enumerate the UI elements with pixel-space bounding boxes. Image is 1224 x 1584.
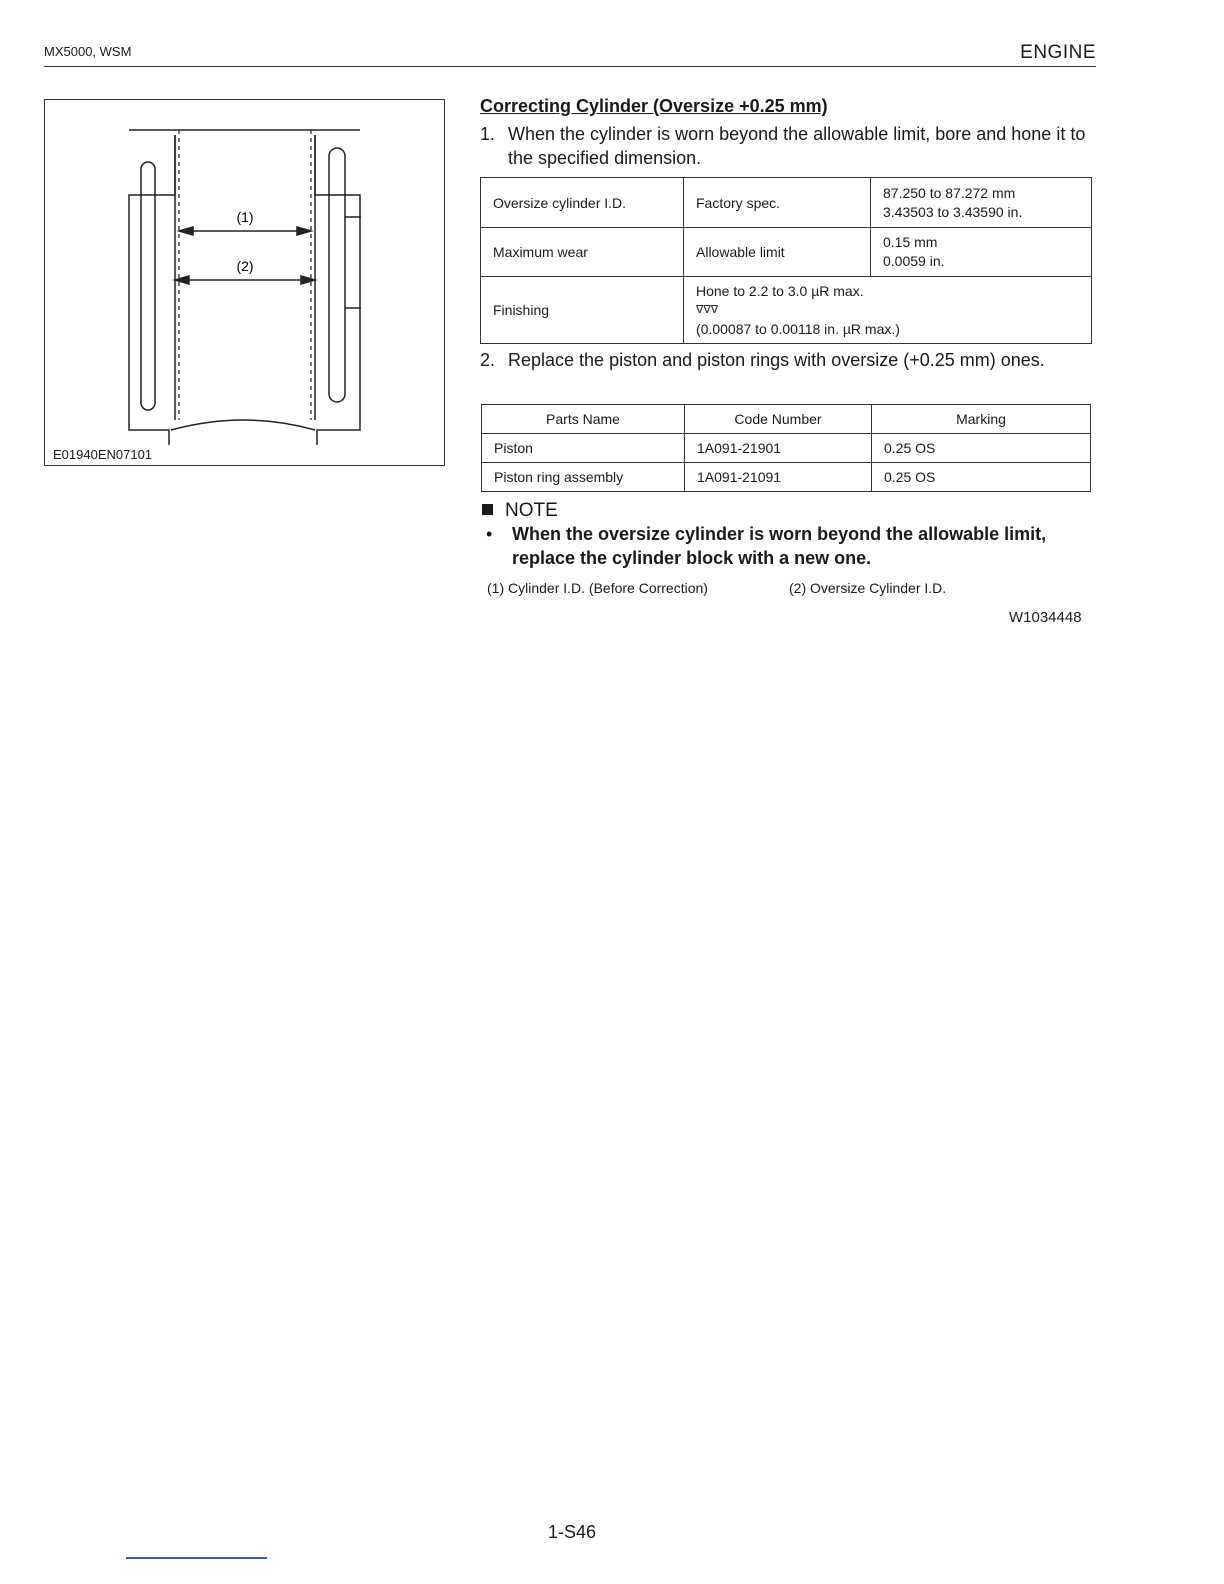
legend-item-2: (2) Oversize Cylinder I.D.	[789, 580, 947, 596]
step-1	[480, 122, 1098, 170]
spec-value	[871, 178, 1092, 228]
spec-value-mm: 87.250 to 87.272 mm	[883, 184, 1016, 201]
figure-caption: E01940EN07101	[53, 447, 153, 462]
table-row	[482, 434, 1091, 463]
header-rule	[44, 66, 1096, 67]
spec-value	[871, 228, 1092, 277]
parts-cell: 0.25 OS	[872, 463, 1091, 492]
table-row	[482, 463, 1091, 492]
bottom-divider	[126, 1557, 267, 1559]
parts-table	[481, 404, 1091, 492]
spec-row	[481, 228, 1092, 277]
note-bullet: •	[486, 524, 493, 544]
parts-cell: Piston ring assembly	[482, 463, 685, 492]
cylinder-figure	[44, 99, 445, 466]
spec-type: Factory spec.	[684, 178, 871, 228]
page-number: 1-S46	[548, 1522, 597, 1542]
note-heading	[482, 500, 558, 522]
spec-item: Oversize cylinder I.D.	[481, 178, 684, 228]
finishing-line: (0.00087 to 0.00118 in. µR max.)	[696, 320, 900, 337]
step-2-number: 2.	[480, 350, 496, 370]
spec-row	[481, 277, 1092, 344]
finishing-symbol: ∇∇∇	[696, 303, 719, 316]
right-water-jacket	[329, 148, 345, 402]
spec-type: Allowable limit	[684, 228, 871, 277]
spec-value-in: 0.0059 in.	[883, 253, 945, 269]
note-body	[486, 522, 1100, 570]
note-square-icon	[482, 504, 493, 515]
spec-finishing-value	[684, 277, 1092, 344]
cylinder-right-wall	[315, 135, 360, 445]
cylinder-bottom-curve	[171, 420, 315, 430]
spec-table	[480, 177, 1092, 344]
spec-row	[481, 178, 1092, 228]
document-code: W1034448	[1009, 609, 1082, 626]
section-title: Correcting Cylinder (Oversize +0.25 mm)	[480, 96, 828, 116]
figure-label-1: (1)	[236, 209, 254, 225]
parts-header-cell: Marking	[872, 405, 1091, 434]
note-text: When the oversize cylinder is worn beyond the allowable limit, replace the cylinder block with a new one.	[512, 524, 1047, 568]
cylinder-diagram	[45, 100, 446, 467]
spec-item: Finishing	[481, 277, 684, 344]
step-2	[480, 348, 1098, 372]
parts-header-cell: Parts Name	[482, 405, 685, 434]
legend-item-1: (1) Cylinder I.D. (Before Correction)	[487, 580, 708, 596]
spec-value-in: 3.43503 to 3.43590 in.	[883, 203, 1023, 220]
step-1-number: 1.	[480, 124, 496, 144]
left-water-jacket	[141, 162, 155, 410]
spec-value-mm: 0.15 mm	[883, 234, 938, 250]
parts-cell: 0.25 OS	[872, 434, 1091, 463]
parts-cell: 1A091-21091	[685, 463, 872, 492]
spec-item: Maximum wear	[481, 228, 684, 277]
figure-label-2: (2)	[236, 258, 254, 274]
parts-header-cell: Code Number	[685, 405, 872, 434]
parts-header-row	[482, 405, 1091, 434]
parts-cell: Piston	[482, 434, 685, 463]
step-2-text: Replace the piston and piston rings with oversize (+0.25 mm) ones.	[508, 350, 1045, 370]
note-heading-text: NOTE	[505, 500, 558, 521]
header-model: MX5000, WSM	[44, 44, 132, 59]
cylinder-left-wall	[129, 135, 175, 445]
finishing-line: Hone to 2.2 to 3.0 µR max.	[696, 282, 864, 299]
header-section: ENGINE	[1020, 42, 1096, 63]
step-1-text: When the cylinder is worn beyond the allowable limit, bore and hone it to the specified dimension.	[508, 124, 1086, 168]
parts-cell: 1A091-21901	[685, 434, 872, 463]
